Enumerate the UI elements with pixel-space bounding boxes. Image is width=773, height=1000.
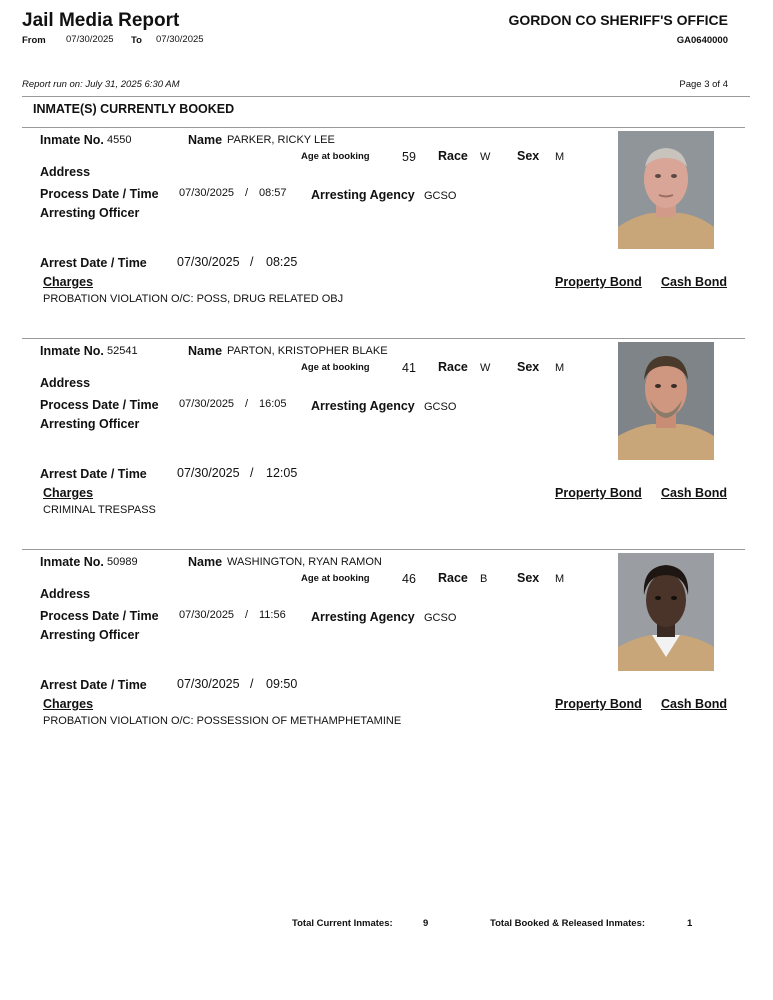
name-label: Name: [188, 344, 223, 358]
race-value: W: [480, 151, 491, 163]
slash: /: [250, 677, 254, 691]
mugshot-photo: [618, 342, 714, 460]
arrest-date: 07/30/2025: [177, 677, 240, 691]
address-label: Address: [40, 376, 91, 390]
record-divider: [22, 338, 745, 339]
age-label: Age at booking: [301, 362, 370, 373]
process-date-label: Process Date / Time: [40, 187, 159, 201]
arrest-date: 07/30/2025: [177, 255, 240, 269]
race-label: Race: [438, 149, 468, 163]
from-date: 07/30/2025: [66, 34, 114, 45]
charges-label: Charges: [43, 486, 94, 500]
to-date: 07/30/2025: [156, 34, 204, 45]
from-label: From: [22, 35, 46, 46]
name-label: Name: [188, 555, 223, 569]
inmate-no-label: Inmate No.: [40, 555, 104, 569]
sex-value: M: [555, 573, 565, 585]
total-released-label: Total Booked & Released Inmates:: [490, 918, 646, 929]
age-value: 46: [402, 572, 416, 586]
inmate-name: PARKER, RICKY LEE: [227, 134, 335, 146]
slash: /: [245, 187, 249, 199]
inmate-no-label: Inmate No.: [40, 133, 104, 147]
race-label: Race: [438, 571, 468, 585]
charge-description: CRIMINAL TRESPASS: [43, 504, 156, 516]
cash-bond-label: Cash Bond: [661, 486, 727, 500]
charges-label: Charges: [43, 697, 94, 711]
inmate-no-value: 52541: [107, 345, 138, 357]
process-time: 16:05: [259, 398, 287, 410]
header-rule: [22, 96, 750, 97]
total-current-label: Total Current Inmates:: [292, 918, 393, 929]
inmate-no-value: 4550: [107, 134, 132, 146]
slash: /: [245, 398, 249, 410]
total-released-value: 1: [687, 918, 693, 929]
arresting-agency-value: GCSO: [424, 190, 457, 202]
arresting-officer-label: Arresting Officer: [40, 628, 140, 642]
page-number: Page 3 of 4: [679, 79, 728, 90]
property-bond-label: Property Bond: [555, 697, 642, 711]
race-value: B: [480, 573, 488, 585]
age-label: Age at booking: [301, 573, 370, 584]
process-date-label: Process Date / Time: [40, 398, 159, 412]
property-bond-label: Property Bond: [555, 275, 642, 289]
arrest-time: 09:50: [266, 677, 298, 691]
age-label: Age at booking: [301, 151, 370, 162]
arrest-date-label: Arrest Date / Time: [40, 678, 147, 692]
arrest-date-label: Arrest Date / Time: [40, 256, 147, 270]
slash: /: [245, 609, 249, 621]
process-time: 11:56: [259, 609, 286, 621]
sheriff-office-name: GORDON CO SHERIFF'S OFFICE: [508, 12, 728, 28]
record-divider: [22, 127, 745, 128]
inmate-no-label: Inmate No.: [40, 344, 104, 358]
sex-label: Sex: [517, 571, 540, 585]
arresting-agency-label: Arresting Agency: [311, 610, 415, 624]
arresting-agency-value: GCSO: [424, 401, 457, 413]
total-current-value: 9: [423, 918, 429, 929]
cash-bond-label: Cash Bond: [661, 275, 727, 289]
mugshot-photo: [618, 553, 714, 671]
cash-bond-label: Cash Bond: [661, 697, 727, 711]
ori-code: GA0640000: [676, 35, 728, 46]
age-value: 41: [402, 361, 416, 375]
process-date-label: Process Date / Time: [40, 609, 159, 623]
process-date: 07/30/2025: [179, 609, 235, 621]
sex-label: Sex: [517, 360, 540, 374]
to-label: To: [131, 35, 142, 46]
arresting-officer-label: Arresting Officer: [40, 417, 140, 431]
charge-description: PROBATION VIOLATION O/C: POSSESSION OF METHAMPHETAMINE: [43, 715, 402, 727]
slash: /: [250, 466, 254, 480]
slash: /: [250, 255, 254, 269]
process-date: 07/30/2025: [179, 398, 235, 410]
process-time: 08:57: [259, 187, 287, 199]
sex-value: M: [555, 362, 565, 374]
arrest-time: 08:25: [266, 255, 298, 269]
report-title: Jail Media Report: [22, 10, 180, 31]
report-run-on: Report run on: July 31, 2025 6:30 AM: [22, 79, 180, 90]
process-date: 07/30/2025: [179, 187, 235, 199]
charge-description: PROBATION VIOLATION O/C: POSS, DRUG RELATED OBJ: [43, 293, 344, 305]
address-label: Address: [40, 587, 91, 601]
address-label: Address: [40, 165, 91, 179]
inmate-no-value: 50989: [107, 556, 138, 568]
charges-label: Charges: [43, 275, 94, 289]
sex-label: Sex: [517, 149, 540, 163]
section-title: INMATE(S) CURRENTLY BOOKED: [33, 102, 235, 116]
property-bond-label: Property Bond: [555, 486, 642, 500]
arresting-agency-value: GCSO: [424, 612, 457, 624]
arresting-agency-label: Arresting Agency: [311, 399, 415, 413]
arresting-officer-label: Arresting Officer: [40, 206, 140, 220]
race-label: Race: [438, 360, 468, 374]
race-value: W: [480, 362, 491, 374]
arrest-time: 12:05: [266, 466, 298, 480]
name-label: Name: [188, 133, 223, 147]
arrest-date: 07/30/2025: [177, 466, 240, 480]
arrest-date-label: Arrest Date / Time: [40, 467, 147, 481]
record-divider: [22, 549, 745, 550]
sex-value: M: [555, 151, 565, 163]
inmate-name: PARTON, KRISTOPHER BLAKE: [227, 345, 388, 357]
age-value: 59: [402, 150, 416, 164]
arresting-agency-label: Arresting Agency: [311, 188, 415, 202]
inmate-name: WASHINGTON, RYAN RAMON: [227, 556, 382, 568]
mugshot-photo: [618, 131, 714, 249]
